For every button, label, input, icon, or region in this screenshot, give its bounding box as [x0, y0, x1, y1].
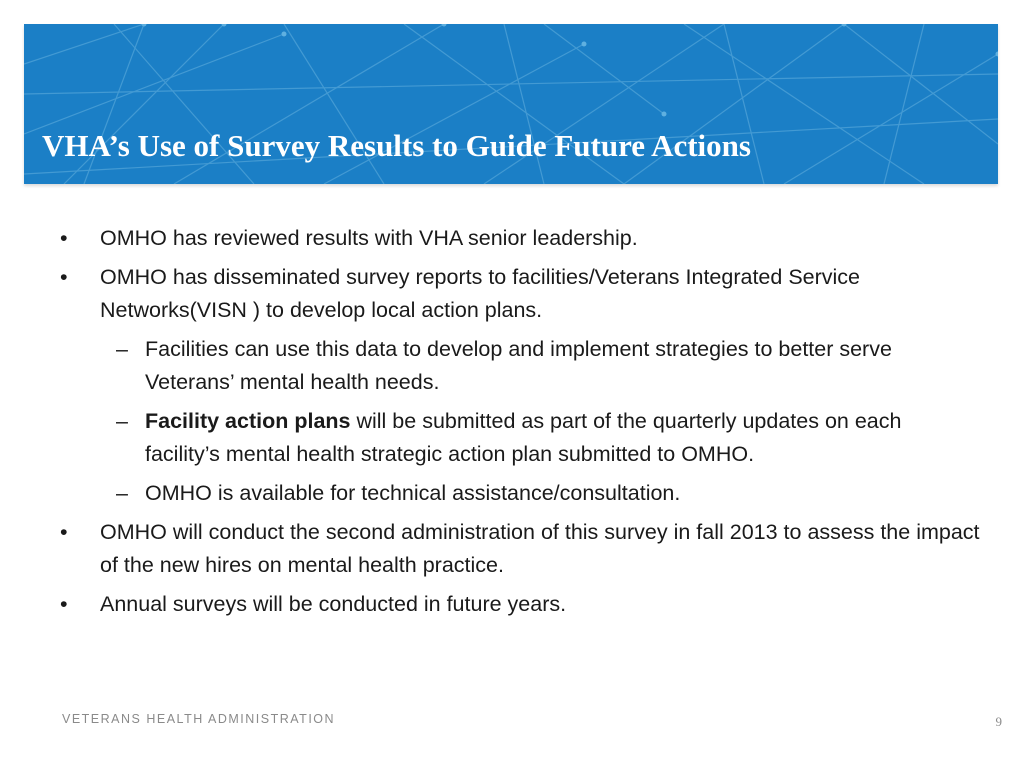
bullet-text: OMHO is available for technical assistance/consultation.: [145, 481, 681, 505]
footer-organization: VETERANS HEALTH ADMINISTRATION: [62, 712, 336, 726]
bullet-bold-text: Facility action plans: [145, 409, 351, 433]
bullet-item: [60, 516, 980, 582]
bullet-marker: •: [60, 592, 68, 616]
bullet-item: [60, 222, 980, 255]
dash-marker: –: [116, 337, 128, 361]
bullet-marker: •: [60, 226, 68, 250]
bullet-text: OMHO will conduct the second administration of this survey in fall 2013 to assess the impact of the new hires on mental health practice.: [100, 520, 980, 577]
bullet-text: OMHO has reviewed results with VHA senior leadership.: [100, 226, 638, 250]
page-number: 9: [995, 714, 1002, 729]
sub-bullet-item: [60, 405, 980, 471]
slide-title: VHA’s Use of Survey Results to Guide Future Actions: [42, 128, 751, 163]
dash-marker: –: [116, 409, 128, 433]
bullet-item: [60, 261, 980, 327]
sub-bullet-item: [60, 477, 980, 510]
bullet-text: OMHO has disseminated survey reports to facilities/Veterans Integrated Service Networks(VISN ) to develop local action plans.: [100, 265, 861, 322]
bullet-text: will be submitted as part of the quarterly updates on each facility’s mental health strategic action plan submitted to OMHO.: [145, 409, 902, 466]
sub-bullet-item: [60, 333, 980, 399]
bullet-item: [60, 588, 980, 621]
bullet-text: Annual surveys will be conducted in future years.: [100, 592, 567, 616]
bullet-list: [60, 222, 980, 627]
bullet-marker: •: [60, 265, 68, 289]
title-banner: [24, 24, 998, 184]
dash-marker: –: [116, 481, 128, 505]
bullet-marker: •: [60, 520, 68, 544]
bullet-text: Facilities can use this data to develop and implement strategies to better serve Veterans’ mental health needs.: [145, 337, 892, 394]
